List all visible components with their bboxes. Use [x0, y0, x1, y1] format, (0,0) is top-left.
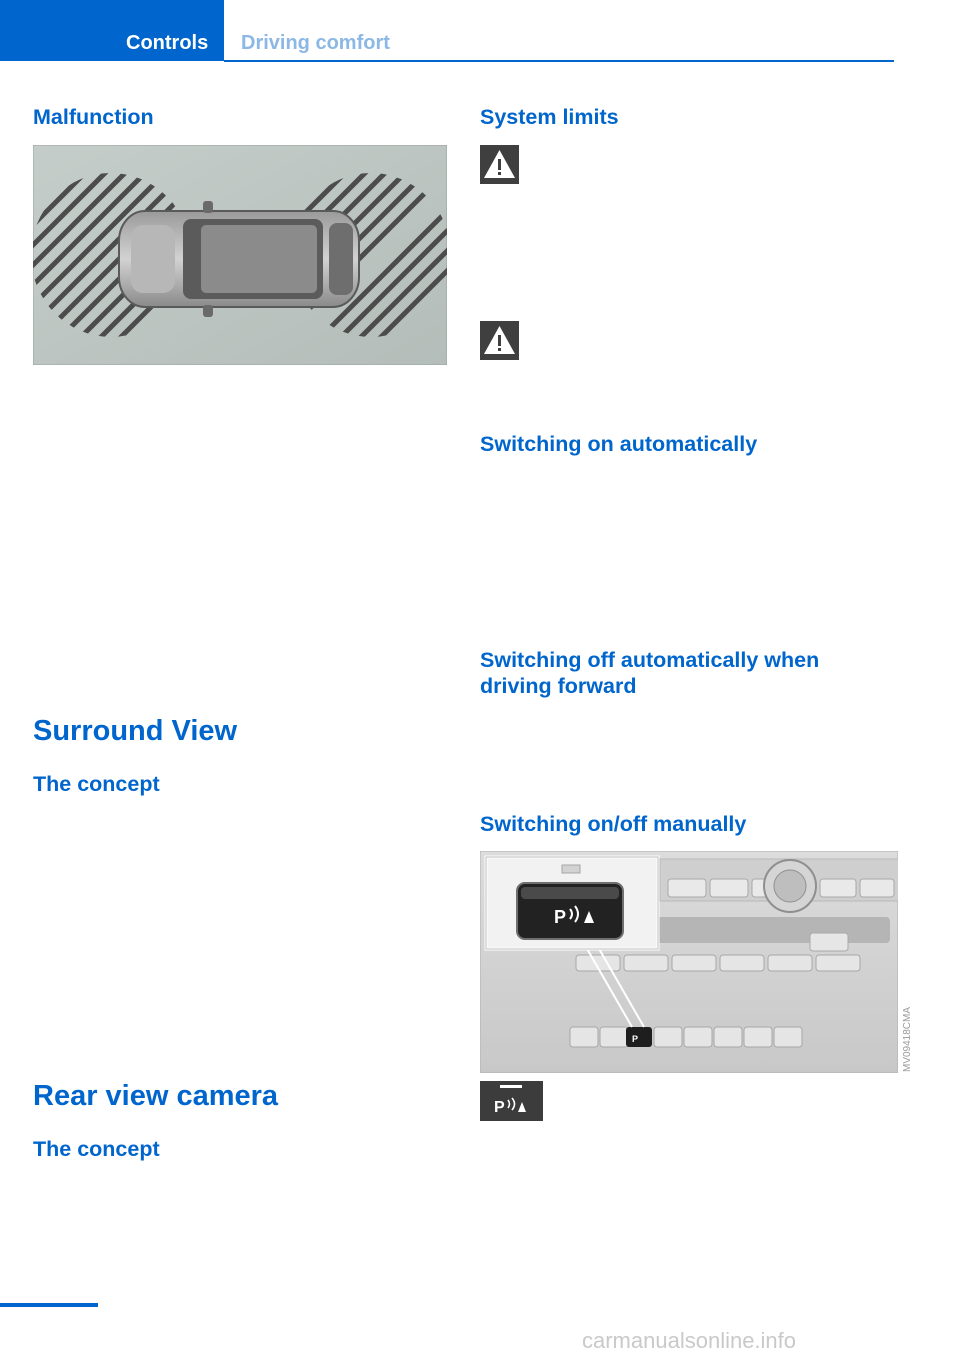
svg-text:P: P	[632, 1034, 639, 1044]
heading-switching-on-off-manually: Switching on/off manually	[480, 812, 747, 836]
header-section: Driving comfort	[241, 32, 390, 54]
heading-rear-concept: The concept	[33, 1137, 160, 1161]
warning-icon	[480, 145, 519, 184]
warning-icon	[480, 321, 519, 360]
svg-text:P: P	[554, 907, 567, 927]
heading-switching-on-automatically: Switching on automatically	[480, 432, 758, 456]
svg-text:P: P	[494, 1099, 505, 1116]
heading-switching-off-automatically: Switching off automatically when driving forward	[480, 648, 820, 698]
park-distance-control-button-icon	[480, 1081, 543, 1121]
watermark: carmanualsonline.info	[582, 1328, 797, 1353]
heading-surround-concept: The concept	[33, 772, 160, 796]
figure-code: MV09418CMA	[902, 1006, 913, 1072]
footer-rule	[0, 1303, 98, 1307]
heading-system-limits: System limits	[480, 105, 619, 129]
heading-rear-view-camera: Rear view camera	[33, 1080, 279, 1112]
heading-malfunction: Malfunction	[33, 105, 154, 129]
header-chapter: Controls	[126, 32, 209, 54]
header-rule	[224, 60, 894, 62]
heading-surround-view: Surround View	[33, 715, 238, 747]
car-top-view-figure	[33, 145, 447, 365]
center-console-figure	[480, 851, 898, 1073]
